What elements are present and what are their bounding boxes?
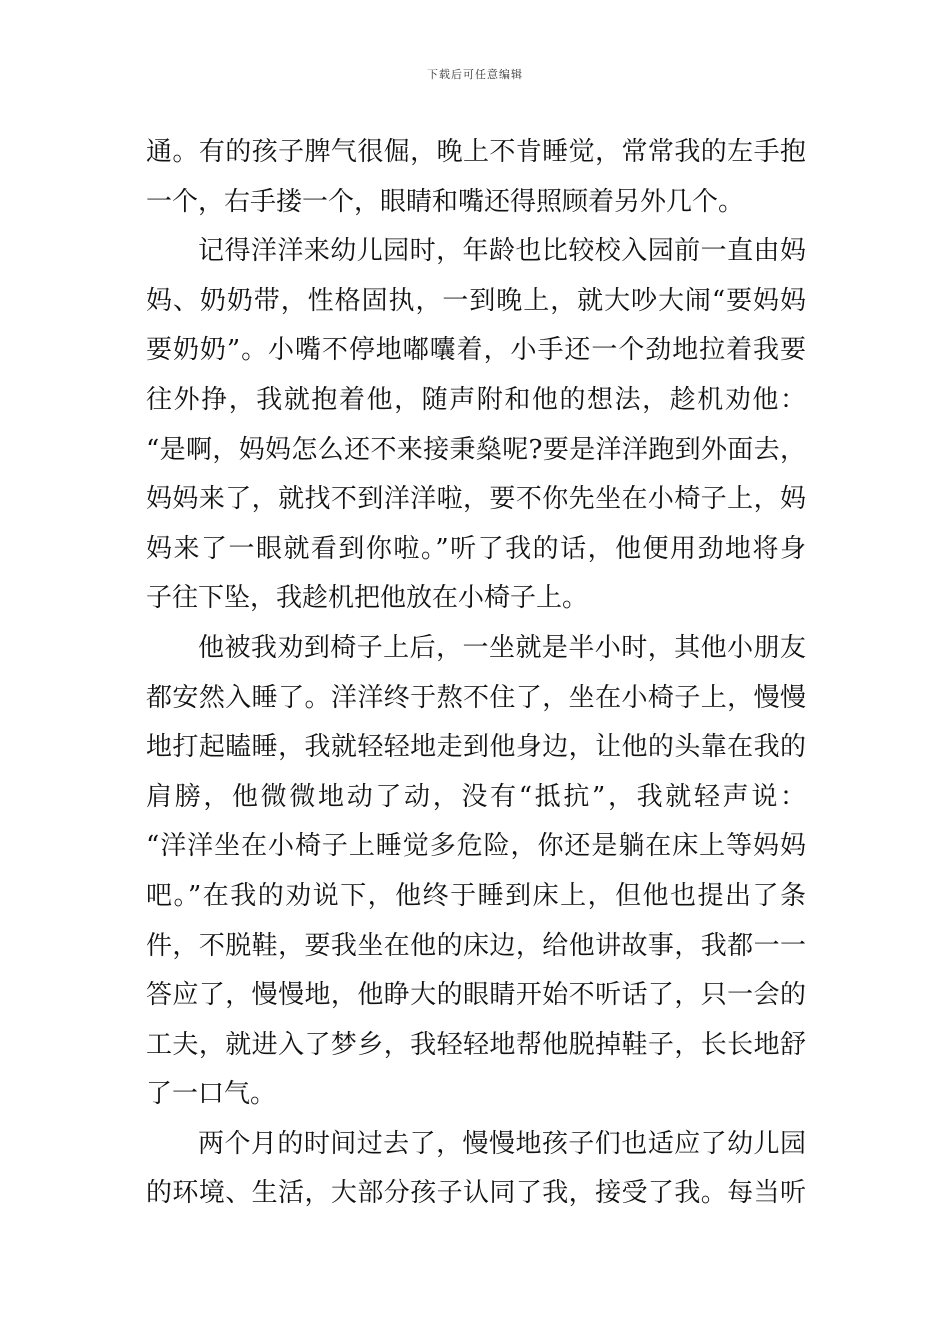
text-line: 一个，右手搂一个，眼睛和嘴还得照顾着另外几个。 [146,186,745,217]
text-line: 件，不脱鞋，要我坐在他的床边，给他讲故事，我都一一 [146,930,806,961]
text-line: 他被我劝到椅子上后，一坐就是半小时，其他小朋友 [198,632,806,663]
text-line: 肩膀，他微微地动了动，没有“抵抗”，我就轻声说： [146,781,806,812]
text-line: 子往下坠，我趁机把他放在小椅子上。 [146,583,589,614]
text-line: 通。有的孩子脾气很倔，晚上不肯睡觉，常常我的左手抱 [146,137,806,167]
text-line: 妈、奶奶带，性格固执，一到晚上，就大吵大闹“要妈妈 [146,285,806,316]
body-text [146,128,806,1219]
text-line: 记得洋洋来幼儿园时，年龄也比较校入园前一直由妈 [198,236,806,267]
text-line: 往外挣，我就抱着他，随声附和他的想法，趁机劝他： [146,384,806,415]
text-line: 了一口气。 [146,1079,277,1110]
text-line: 的环境、生活，大部分孩子认同了我，接受了我。每当听 [146,1178,806,1209]
text-line: 都安然入睡了。洋洋终于熬不住了，坐在小椅子上，慢慢 [146,682,806,713]
text-line: 要奶奶”。小嘴不停地嘟囔着，小手还一个劲地拉着我要 [146,335,806,366]
text-line: 工夫，就进入了梦乡，我轻轻地帮他脱掉鞋子，长长地舒 [146,1029,806,1060]
text-line: 吧。”在我的劝说下，他终于睡到床上，但他也提出了条 [146,880,806,911]
text-line: 两个月的时间过去了，慢慢地孩子们也适应了幼儿园 [198,1128,806,1159]
text-line: 妈妈来了，就找不到洋洋啦，要不你先坐在小椅子上，妈 [146,484,806,515]
text-line: 答应了，慢慢地，他睁大的眼睛开始不听话了，只一会的 [146,980,806,1011]
text-line: “是啊，妈妈怎么还不来接秉燊呢?要是洋洋跑到外面去， [146,434,806,465]
text-line: 妈来了一眼就看到你啦。”听了我的话，他便用劲地将身 [146,533,806,564]
text-line: “洋洋坐在小椅子上睡觉多危险，你还是躺在床上等妈妈 [146,831,806,862]
text-line: 地打起瞌睡，我就轻轻地走到他身边，让他的头靠在我的 [146,732,806,763]
page-header: 下载后可任意编辑 [427,68,523,81]
